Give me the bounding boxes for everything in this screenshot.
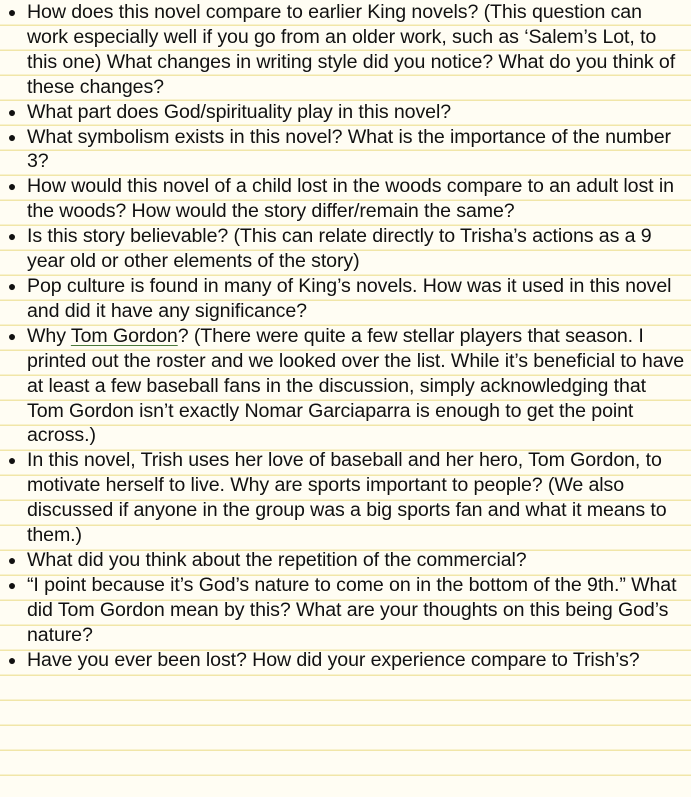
question-text: How does this novel compare to earlier King novels? (This question can work especially well if you go from an older work, such as ‘Salem’s Lot, to this one) What changes in writing style did you notice? What do you think of these changes? [27,1,676,98]
bullet-icon: ● [7,551,17,568]
question-item-2 [6,100,685,125]
question-text: Pop culture is found in many of King’s novels. How was it used in this novel and did it have any significance? [27,274,672,322]
question-text: What symbolism exists in this novel? What is the importance of the number 3? [27,125,671,173]
question-item-5 [6,224,685,274]
question-text: “I point because it’s God’s nature to come on in the bottom of the 9th.” What did Tom Gordon mean by this? What are your thoughts on this being God’s nature? [27,573,677,646]
question-text: Have you ever been lost? How did your experience compare to Trish’s? [27,648,640,671]
question-text: What did you think about the repetition of the commercial? [27,548,527,571]
discussion-questions-list [6,0,685,672]
question-item-8 [6,448,685,548]
question-text: In this novel, Trish uses her love of baseball and her hero, Tom Gordon, to motivate herself to live. Why are sports important to people? (We also discussed if anyone in the group was a big sports fan and what it means to them.) [27,449,667,547]
tom-gordon-link[interactable]: Tom Gordon [70,324,178,347]
question-item-3 [6,125,685,175]
bullet-icon: ● [7,4,17,20]
question-text: How would this novel of a child lost in the woods compare to an adult lost in the woods? How would the story differ/remain the same? [27,175,674,223]
question-item-4 [6,174,685,224]
question-item-10 [6,573,685,648]
question-item-7 [6,324,685,449]
bullet-icon: ● [7,651,17,668]
bullet-icon: ● [7,178,17,195]
bullet-icon: ● [7,576,17,593]
question-text-after-link: ? (There were quite a few stellar players that season. I printed out the roster and we looked over the list. While it’s beneficial to have at least a few baseball fans in the discussion, simply acknowledging that Tom Gordon isn’t exactly Nomar Garciaparra is enough to get the point across.) [27,324,685,447]
question-text: Is this story believable? (This can relate directly to Trisha’s actions as a 9 year old or other elements of the story) [27,225,652,273]
question-item-6 [6,274,685,324]
bullet-icon: ● [7,228,17,245]
bullet-icon: ● [7,277,17,294]
question-text-before-link: Why [27,324,71,347]
bullet-icon: ● [7,452,17,469]
question-item-11 [6,648,685,673]
bullet-icon: ● [7,128,17,145]
question-item-9 [6,548,685,573]
question-item-1 [6,0,685,100]
question-text: What part does God/spirituality play in this novel? [27,100,452,123]
bullet-icon: ● [7,327,17,344]
bullet-icon: ● [7,103,17,120]
